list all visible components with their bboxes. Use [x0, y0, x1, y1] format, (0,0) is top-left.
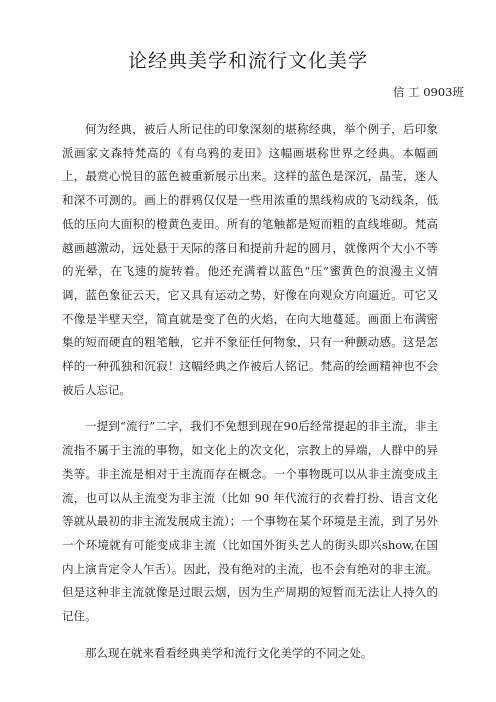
paragraph-3: 那么现在就来看看经典美学和流行文化美学的不同之处。 — [85, 645, 373, 660]
document-body — [62, 118, 438, 678]
paragraph-2: 一提到“流行”二字，我们不免想到现在90后经常提起的非主流，非主流指不属于主流的事物，如文化上的次文化，宗教上的异端，人群中的异类等。非主流是相对于主流而存在概念。一个事物既可以从非主流变成主流，也可以从主流变为非主流（比如 90 年代流行的衣着打扮、语言文化等就从最初的非主流发展成主流）；一个事物在某个环境是主流，到了另外一个环境就有可能变成非主流（比如国外街头艺人的街头即兴show,在国内上演肯定令人乍舌）。因此，没有绝对的主流，也不会有绝对的非主流。但是这种非主流就像是过眼云烟，因为生产周期的短暂而无法让人持久的记住。 — [62, 419, 438, 624]
document-title: 论经典美学和流行文化美学 — [127, 50, 368, 72]
author-byline: 信 工 0903班 — [392, 85, 464, 99]
paragraph-1: 何为经典，被后人所记住的印象深刻的堪称经典，举个例子，后印象派画家文森特梵高的《有乌鸦的麦田》这幅画堪称世界之经典。本幅画上，最赏心悦目的蓝色被重新展示出来。这样的蓝色是深沉，晶莹，迷人和深不可测的。画上的群鸦仅仅是一些用浓重的黑线构成的飞动线条，低低的压向大面积的橙黄色麦田。所有的笔触都是短而粗的直线堆砌。梵高越画越激动，远处悬于天际的落日和提前升起的圆月，就像两个大小不等的光晕，在飞速的旋转着。他还充满着以蓝色“压”蜜黄色的浪漫主义情调，蓝色象征云天，它又具有运动之势，好像在向观众方向逼近。可它又不像是半壁天空，简直就是变了色的火焰，在向大地蔓延。画面上布满密集的短而硬直的粗笔触，它并不象征任何物象，只有一种颤动感。这是怎样的一种孤独和沉寂！这幅经典之作被后人铭记。梵高的绘画精神也不会被后人忘记。 — [62, 122, 438, 397]
